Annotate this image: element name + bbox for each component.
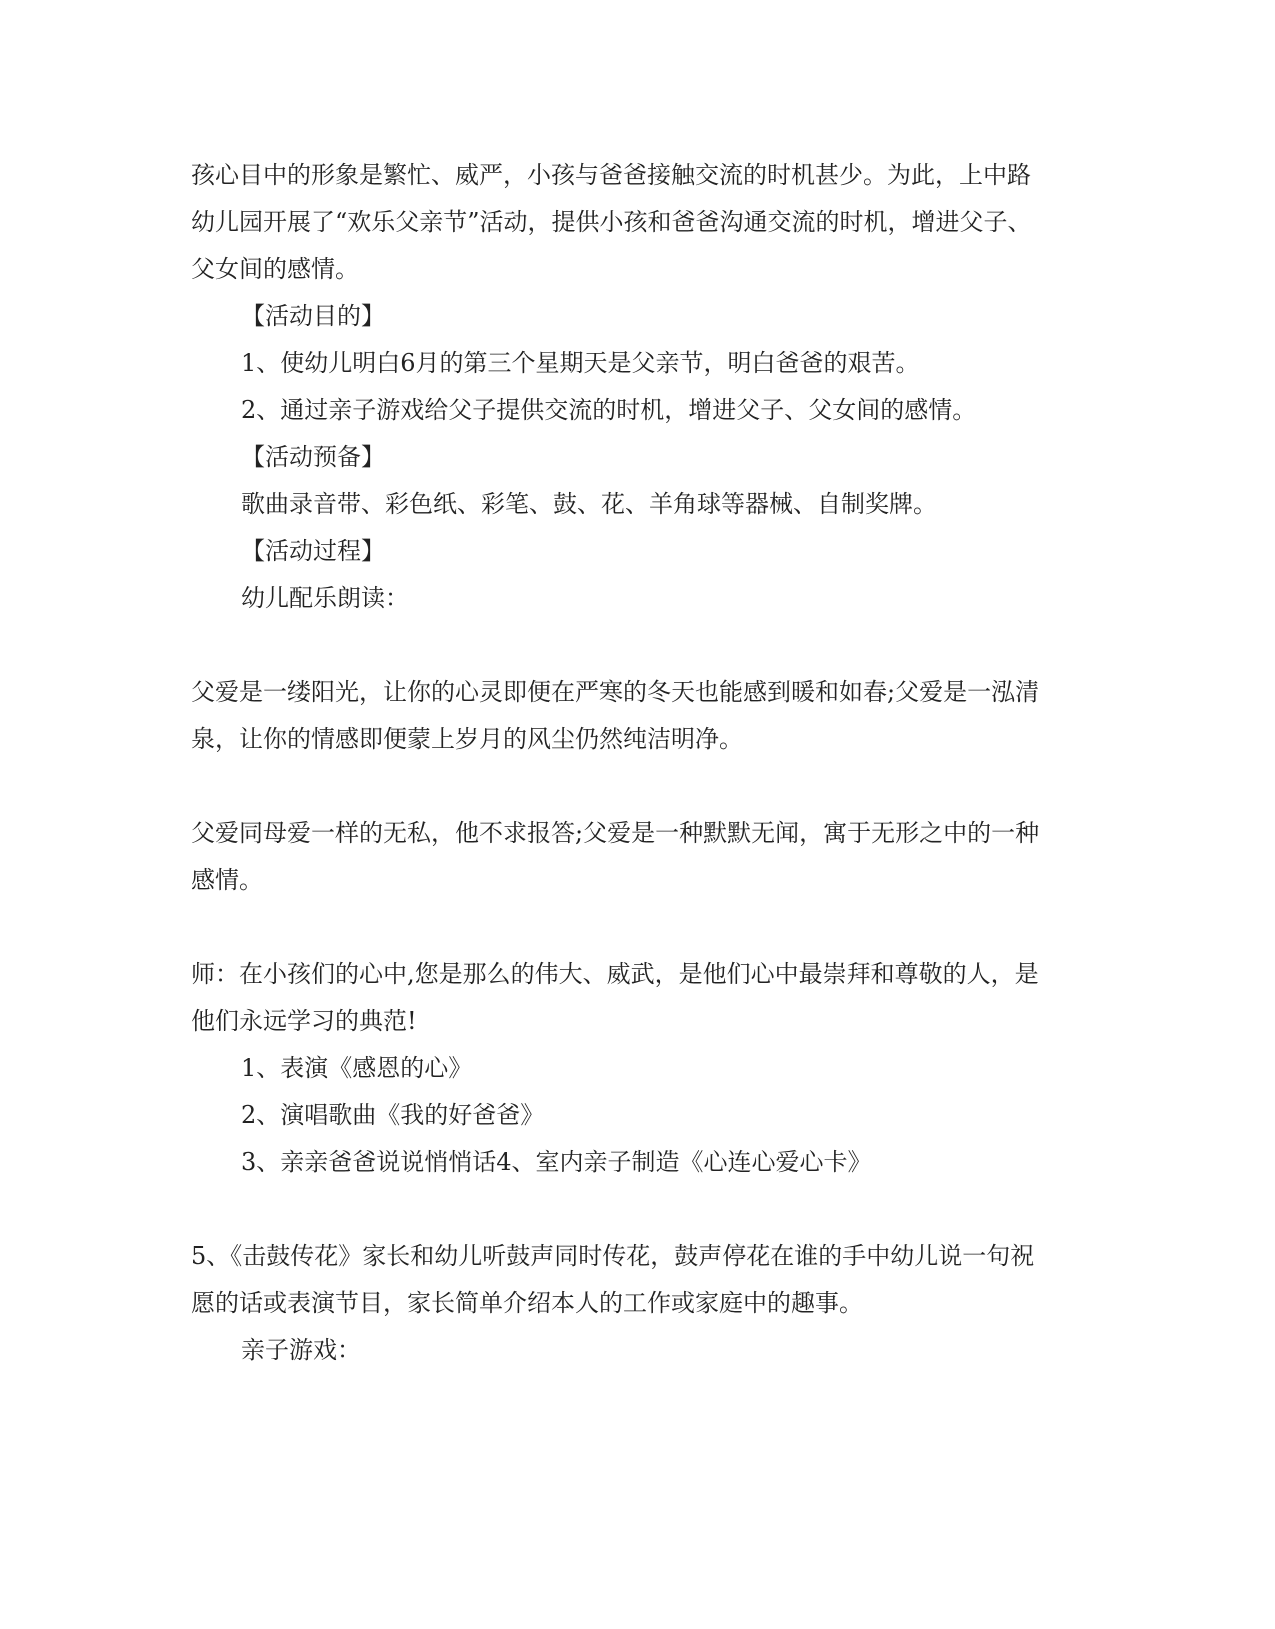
body-text-line: 父爱是一缕阳光，让你的心灵即便在严寒的冬天也能感到暖和如春;父爱是一泓清 xyxy=(191,678,1040,706)
list-item: 1、使幼儿明白6月的第三个星期天是父亲节，明白爸爸的艰苦。 xyxy=(241,349,920,377)
section-heading: 【活动预备】 xyxy=(241,443,385,471)
body-text-line: 孩心目中的形象是繁忙、威严，小孩与爸爸接触交流的时机甚少。为此，上中路 xyxy=(191,161,1031,189)
list-item: 3、亲亲爸爸说说悄悄话4、室内亲子制造《心连心爱心卡》 xyxy=(241,1148,872,1176)
list-item: 2、演唱歌曲《我的好爸爸》 xyxy=(241,1101,545,1129)
body-text-line: 他们永远学习的典范! xyxy=(191,1007,417,1035)
body-text-line: 父女间的感情。 xyxy=(191,255,359,283)
list-item: 2、通过亲子游戏给父子提供交流的时机，增进父子、父女间的感情。 xyxy=(241,396,977,424)
body-text-line: 父爱同母爱一样的无私，他不求报答;父爱是一种默默无闻，寓于无形之中的一种 xyxy=(191,819,1040,847)
body-text-line: 歌曲录音带、彩色纸、彩笔、鼓、花、羊角球等器械、自制奖牌。 xyxy=(241,490,937,518)
body-text-line: 师：在小孩们的心中,您是那么的伟大、威武，是他们心中最崇拜和尊敬的人，是 xyxy=(191,960,1039,988)
list-item: 5、《击鼓传花》家长和幼儿听鼓声同时传花，鼓声停花在谁的手中幼儿说一句祝 xyxy=(191,1242,1035,1270)
body-text-line: 愿的话或表演节目，家长简单介绍本人的工作或家庭中的趣事。 xyxy=(191,1289,863,1317)
body-text-line: 幼儿园开展了“欢乐父亲节”活动，提供小孩和爸爸沟通交流的时机，增进父子、 xyxy=(191,208,1032,236)
list-item: 1、表演《感恩的心》 xyxy=(241,1054,473,1082)
body-text-line: 幼儿配乐朗读： xyxy=(241,584,409,612)
body-text-line: 泉，让你的情感即便蒙上岁月的风尘仍然纯洁明净。 xyxy=(191,725,743,753)
section-heading: 【活动过程】 xyxy=(241,537,385,565)
body-text-line: 亲子游戏： xyxy=(241,1336,361,1364)
body-text-line: 感情。 xyxy=(191,866,263,894)
section-heading: 【活动目的】 xyxy=(241,302,385,330)
